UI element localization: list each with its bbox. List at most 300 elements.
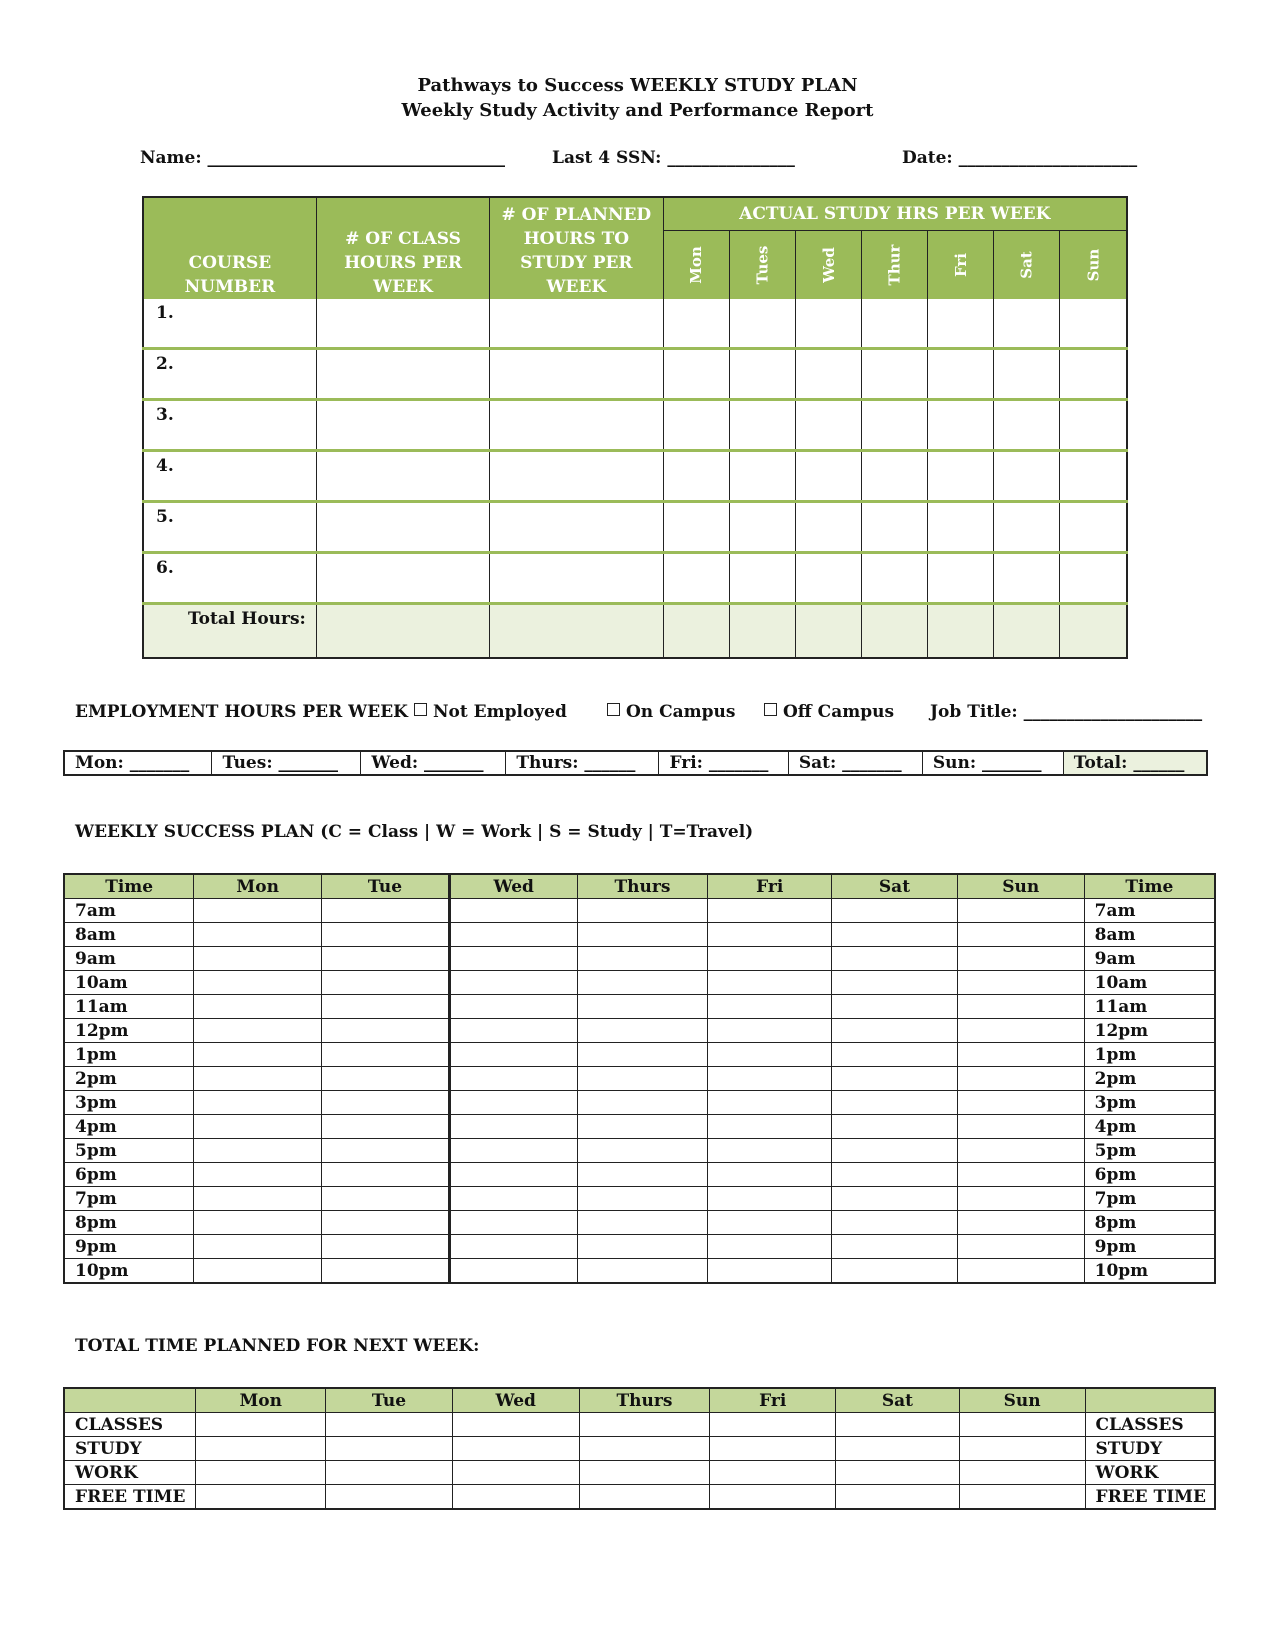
time-label: 11am [1084,995,1215,1019]
time-row [64,1067,1215,1091]
category-label: WORK [1085,1461,1215,1485]
date-field[interactable]: Date: _____________________ [902,148,1138,168]
total-header-cell: Sun [959,1388,1085,1413]
course-entry-cell[interactable] [1060,299,1127,349]
on-campus-label: On Campus [626,702,736,722]
schedule-cell[interactable] [449,923,577,947]
schedule-cell[interactable] [322,1211,450,1235]
job-title-field[interactable]: Job Title: _____________________ [930,702,1203,722]
category-label: WORK [64,1461,196,1485]
course-entry-cell[interactable] [1060,553,1127,604]
document-subtitle: Weekly Study Activity and Performance Report [401,100,874,121]
schedule-cell[interactable] [449,1019,577,1043]
schedule-cell[interactable] [449,1235,577,1259]
planned-cell[interactable] [959,1413,1085,1437]
course-entry-cell[interactable] [861,553,927,604]
schedule-cell[interactable] [708,947,832,971]
schedule-cell[interactable] [194,1115,322,1139]
schedule-cell[interactable] [194,995,322,1019]
planned-cell[interactable] [452,1437,579,1461]
course-entry-cell[interactable] [663,451,729,502]
schedule-cell[interactable] [957,1091,1084,1115]
schedule-cell[interactable] [194,1163,322,1187]
category-label: FREE TIME [1085,1485,1215,1510]
course-entry-cell[interactable] [795,349,861,400]
total-cell[interactable] [1060,604,1127,659]
course-entry-cell[interactable] [1060,502,1127,553]
course-entry-cell[interactable] [994,349,1060,400]
planned-cell[interactable] [452,1413,579,1437]
time-label: 10am [1084,971,1215,995]
schedule-cell[interactable] [322,899,450,923]
time-label: 10am [64,971,194,995]
schedule-cell[interactable] [194,1139,322,1163]
schedule-cell[interactable] [957,923,1084,947]
course-entry-cell[interactable] [795,451,861,502]
course-entry-cell[interactable] [1060,349,1127,400]
planned-cell[interactable] [196,1461,326,1485]
schedule-cell[interactable] [194,1043,322,1067]
total-planned-row [64,1413,1215,1437]
course-entry-cell[interactable] [316,502,489,553]
schedule-cell[interactable] [832,1019,958,1043]
time-label: 10pm [1084,1259,1215,1284]
emp-tues[interactable]: Tues: _______ [212,751,361,775]
course-entry-cell[interactable] [1060,400,1127,451]
planned-cell[interactable] [836,1461,960,1485]
course-number-cell[interactable]: 2. [143,349,316,400]
schedule-cell[interactable] [957,971,1084,995]
course-entry-cell[interactable] [1060,451,1127,502]
time-label: 12pm [1084,1019,1215,1043]
emp-thurs[interactable]: Thurs: ______ [506,751,659,775]
success-header-cell: Thurs [577,874,708,899]
schedule-cell[interactable] [577,1067,708,1091]
success-header-cell: Time [1084,874,1215,899]
ssn-field[interactable]: Last 4 SSN: _______________ [552,148,795,168]
schedule-cell[interactable] [708,899,832,923]
planned-cell[interactable] [836,1413,960,1437]
schedule-cell[interactable] [322,995,450,1019]
schedule-cell[interactable] [832,923,958,947]
schedule-cell[interactable] [194,1019,322,1043]
schedule-cell[interactable] [708,1115,832,1139]
schedule-cell[interactable] [449,1067,577,1091]
schedule-cell[interactable] [957,947,1084,971]
course-entry-cell[interactable] [994,451,1060,502]
planned-cell[interactable] [579,1461,710,1485]
schedule-cell[interactable] [957,1259,1084,1284]
schedule-cell[interactable] [832,1091,958,1115]
schedule-cell[interactable] [577,1187,708,1211]
course-entry-cell[interactable] [490,400,663,451]
schedule-cell[interactable] [708,1139,832,1163]
course-entry-cell[interactable] [795,553,861,604]
planned-cell[interactable] [326,1461,453,1485]
time-label: 4pm [1084,1115,1215,1139]
planned-cell[interactable] [196,1413,326,1437]
course-entry-cell[interactable] [490,502,663,553]
planned-cell[interactable] [959,1485,1085,1510]
schedule-cell[interactable] [577,1211,708,1235]
emp-sat[interactable]: Sat: _______ [788,751,922,775]
course-entry-cell[interactable] [861,502,927,553]
course-entry-cell[interactable] [490,553,663,604]
schedule-cell[interactable] [194,1091,322,1115]
time-label: 4pm [64,1115,194,1139]
schedule-cell[interactable] [194,923,322,947]
schedule-cell[interactable] [832,1187,958,1211]
course-entry-cell[interactable] [729,451,795,502]
schedule-cell[interactable] [832,971,958,995]
schedule-cell[interactable] [832,1139,958,1163]
schedule-cell[interactable] [322,1115,450,1139]
total-cell[interactable] [729,604,795,659]
emp-wed[interactable]: Wed: _______ [361,751,506,775]
schedule-cell[interactable] [832,1067,958,1091]
course-entry-cell[interactable] [663,349,729,400]
course-entry-cell[interactable] [663,553,729,604]
schedule-cell[interactable] [577,1235,708,1259]
schedule-cell[interactable] [957,1163,1084,1187]
schedule-cell[interactable] [708,1019,832,1043]
course-entry-cell[interactable] [928,299,994,349]
time-label: 8pm [64,1211,194,1235]
time-row [64,899,1215,923]
schedule-cell[interactable] [832,1115,958,1139]
planned-cell[interactable] [959,1437,1085,1461]
schedule-cell[interactable] [322,923,450,947]
course-number-cell[interactable]: 5. [143,502,316,553]
on-campus-option[interactable] [607,702,735,722]
total-cell[interactable] [316,604,489,659]
total-planned-row [64,1461,1215,1485]
time-label: 9am [64,947,194,971]
category-label: CLASSES [1085,1413,1215,1437]
planned-cell[interactable] [710,1437,836,1461]
emp-sun[interactable]: Sun: _______ [922,751,1063,775]
schedule-cell[interactable] [832,1043,958,1067]
schedule-cell[interactable] [322,1259,450,1284]
total-header-cell [1085,1388,1215,1413]
schedule-cell[interactable] [957,995,1084,1019]
time-row [64,1019,1215,1043]
time-label: 8pm [1084,1211,1215,1235]
day-header-fri: Fri [928,231,994,300]
course-entry-cell[interactable] [861,299,927,349]
schedule-cell[interactable] [449,947,577,971]
total-header-cell [64,1388,196,1413]
time-row [64,971,1215,995]
course-entry-cell[interactable] [994,299,1060,349]
schedule-cell[interactable] [957,1067,1084,1091]
course-entry-cell[interactable] [729,349,795,400]
success-header-cell: Sat [832,874,958,899]
success-plan-table [63,873,1216,1284]
planned-cell[interactable] [326,1437,453,1461]
course-number-cell[interactable]: 4. [143,451,316,502]
schedule-cell[interactable] [832,899,958,923]
success-plan-label: WEEKLY SUCCESS PLAN (C = Class | W = Work | S = Study | T=Travel) [75,822,754,842]
total-cell[interactable] [490,604,663,659]
schedule-cell[interactable] [577,1091,708,1115]
schedule-cell[interactable] [322,1067,450,1091]
total-cell[interactable] [994,604,1060,659]
emp-fri[interactable]: Fri: _______ [659,751,788,775]
total-cell[interactable] [795,604,861,659]
course-entry-cell[interactable] [795,400,861,451]
schedule-cell[interactable] [832,1163,958,1187]
total-hours-row [143,604,1127,659]
schedule-cell[interactable] [322,1139,450,1163]
total-cell[interactable] [861,604,927,659]
course-number-cell[interactable]: 1. [143,299,316,349]
planned-cell[interactable] [579,1485,710,1510]
schedule-cell[interactable] [449,971,577,995]
schedule-cell[interactable] [449,1259,577,1284]
schedule-cell[interactable] [577,971,708,995]
schedule-cell[interactable] [194,971,322,995]
total-header-cell: Thurs [579,1388,710,1413]
time-label: 8am [64,923,194,947]
course-entry-cell[interactable] [490,349,663,400]
planned-cell[interactable] [326,1413,453,1437]
schedule-cell[interactable] [708,1067,832,1091]
course-entry-cell[interactable] [663,400,729,451]
time-row [64,1235,1215,1259]
time-label: 1pm [64,1043,194,1067]
total-header-cell: Sat [836,1388,960,1413]
planned-cell[interactable] [836,1485,960,1510]
course-entry-cell[interactable] [316,299,489,349]
checkbox-icon[interactable] [414,703,427,716]
checkbox-icon[interactable] [764,703,777,716]
day-header-mon: Mon [663,231,729,300]
schedule-cell[interactable] [708,1235,832,1259]
course-number-cell[interactable]: 3. [143,400,316,451]
schedule-cell[interactable] [957,899,1084,923]
schedule-cell[interactable] [322,1235,450,1259]
schedule-cell[interactable] [708,1091,832,1115]
course-entry-cell[interactable] [729,299,795,349]
schedule-cell[interactable] [577,1259,708,1284]
planned-cell[interactable] [326,1485,453,1510]
schedule-cell[interactable] [449,1091,577,1115]
time-label: 12pm [64,1019,194,1043]
schedule-cell[interactable] [832,1235,958,1259]
total-cell[interactable] [928,604,994,659]
time-label: 9pm [64,1235,194,1259]
course-entry-cell[interactable] [490,451,663,502]
planned-cell[interactable] [710,1485,836,1510]
schedule-cell[interactable] [449,1211,577,1235]
schedule-cell[interactable] [577,1163,708,1187]
schedule-cell[interactable] [322,1163,450,1187]
schedule-cell[interactable] [194,1067,322,1091]
planned-cell[interactable] [579,1437,710,1461]
course-row [143,553,1127,604]
course-entry-cell[interactable] [795,502,861,553]
success-header-cell: Sun [957,874,1084,899]
schedule-cell[interactable] [322,947,450,971]
time-label: 3pm [64,1091,194,1115]
schedule-cell[interactable] [957,1139,1084,1163]
schedule-cell[interactable] [708,1187,832,1211]
schedule-cell[interactable] [577,923,708,947]
schedule-cell[interactable] [322,971,450,995]
time-label: 9am [1084,947,1215,971]
schedule-cell[interactable] [957,1211,1084,1235]
planned-cell[interactable] [452,1485,579,1510]
time-label: 11am [64,995,194,1019]
schedule-cell[interactable] [322,1043,450,1067]
planned-cell[interactable] [579,1413,710,1437]
schedule-cell[interactable] [577,995,708,1019]
schedule-cell[interactable] [194,899,322,923]
employment-hours-table [63,750,1208,776]
schedule-cell[interactable] [708,1163,832,1187]
schedule-cell[interactable] [832,1259,958,1284]
schedule-cell[interactable] [449,899,577,923]
course-entry-cell[interactable] [928,400,994,451]
schedule-cell[interactable] [449,1187,577,1211]
course-entry-cell[interactable] [316,553,489,604]
schedule-cell[interactable] [322,1091,450,1115]
course-entry-cell[interactable] [861,400,927,451]
off-campus-option[interactable] [764,702,894,722]
course-entry-cell[interactable] [928,451,994,502]
day-header-sat: Sat [994,231,1060,300]
schedule-cell[interactable] [708,1259,832,1284]
course-entry-cell[interactable] [994,400,1060,451]
course-row [143,502,1127,553]
course-entry-cell[interactable] [928,502,994,553]
schedule-cell[interactable] [577,947,708,971]
course-entry-cell[interactable] [729,553,795,604]
course-entry-cell[interactable] [316,451,489,502]
planned-cell[interactable] [710,1461,836,1485]
course-entry-cell[interactable] [490,299,663,349]
schedule-cell[interactable] [832,947,958,971]
schedule-cell[interactable] [957,1235,1084,1259]
not-employed-option[interactable] [414,702,567,722]
course-entry-cell[interactable] [928,349,994,400]
course-entry-cell[interactable] [994,553,1060,604]
schedule-cell[interactable] [708,1211,832,1235]
schedule-cell[interactable] [708,923,832,947]
schedule-cell[interactable] [957,1019,1084,1043]
course-row [143,400,1127,451]
schedule-cell[interactable] [708,971,832,995]
schedule-cell[interactable] [577,899,708,923]
course-entry-cell[interactable] [316,400,489,451]
time-label: 10pm [64,1259,194,1284]
schedule-cell[interactable] [449,1043,577,1067]
category-label: FREE TIME [64,1485,196,1510]
schedule-cell[interactable] [449,995,577,1019]
success-header-cell: Wed [449,874,577,899]
course-entry-cell[interactable] [928,553,994,604]
time-label: 1pm [1084,1043,1215,1067]
course-entry-cell[interactable] [795,299,861,349]
schedule-cell[interactable] [957,1187,1084,1211]
schedule-cell[interactable] [194,947,322,971]
name-field[interactable]: Name: ___________________________________ [140,148,506,168]
planned-cell[interactable] [836,1437,960,1461]
category-label: STUDY [64,1437,196,1461]
schedule-cell[interactable] [577,1139,708,1163]
course-entry-cell[interactable] [861,451,927,502]
schedule-cell[interactable] [577,1043,708,1067]
schedule-cell[interactable] [577,1115,708,1139]
actual-study-header: ACTUAL STUDY HRS PER WEEK [663,197,1127,231]
schedule-cell[interactable] [708,1043,832,1067]
course-entry-cell[interactable] [729,400,795,451]
schedule-cell[interactable] [194,1235,322,1259]
total-planned-label: TOTAL TIME PLANNED FOR NEXT WEEK: [75,1336,480,1356]
schedule-cell[interactable] [577,1019,708,1043]
total-cell[interactable] [663,604,729,659]
schedule-cell[interactable] [194,1259,322,1284]
checkbox-icon[interactable] [607,703,620,716]
success-header-cell: Mon [194,874,322,899]
course-entry-cell[interactable] [994,502,1060,553]
time-label: 7am [1084,899,1215,923]
time-label: 3pm [1084,1091,1215,1115]
planned-cell[interactable] [452,1461,579,1485]
emp-total[interactable]: Total: ______ [1063,751,1207,775]
schedule-cell[interactable] [449,1163,577,1187]
planned-cell[interactable] [196,1437,326,1461]
time-row [64,947,1215,971]
schedule-cell[interactable] [832,1211,958,1235]
course-entry-cell[interactable] [861,349,927,400]
schedule-cell[interactable] [957,1115,1084,1139]
total-hours-label: Total Hours: [143,604,316,659]
course-entry-cell[interactable] [663,299,729,349]
day-header-tues: Tues [729,231,795,300]
time-label: 7pm [64,1187,194,1211]
schedule-cell[interactable] [322,1187,450,1211]
total-header-cell: Tue [326,1388,453,1413]
course-entry-cell[interactable] [729,502,795,553]
course-number-cell[interactable]: 6. [143,553,316,604]
schedule-cell[interactable] [449,1139,577,1163]
course-entry-cell[interactable] [316,349,489,400]
schedule-cell[interactable] [194,1211,322,1235]
schedule-cell[interactable] [832,995,958,1019]
total-planned-row [64,1485,1215,1510]
schedule-cell[interactable] [957,1043,1084,1067]
schedule-cell[interactable] [194,1187,322,1211]
schedule-cell[interactable] [708,995,832,1019]
emp-mon[interactable]: Mon: _______ [64,751,212,775]
schedule-cell[interactable] [449,1115,577,1139]
planned-cell[interactable] [959,1461,1085,1485]
time-row [64,1091,1215,1115]
course-entry-cell[interactable] [663,502,729,553]
day-header-wed: Wed [795,231,861,300]
time-label: 2pm [64,1067,194,1091]
day-header-thur: Thur [861,231,927,300]
planned-cell[interactable] [196,1485,326,1510]
planned-cell[interactable] [710,1413,836,1437]
time-row [64,1043,1215,1067]
time-row [64,1139,1215,1163]
schedule-cell[interactable] [322,1019,450,1043]
not-employed-label: Not Employed [433,702,567,722]
success-header-cell: Time [64,874,194,899]
